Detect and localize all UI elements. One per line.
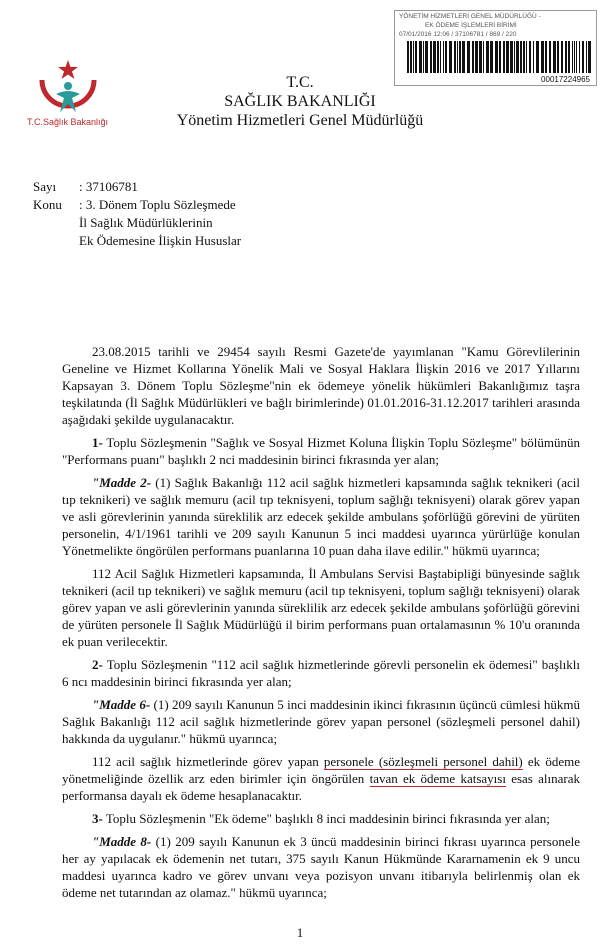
header-directorate: Yönetim Hizmetleri Genel Müdürlüğü (176, 112, 424, 129)
letterhead (0, 73, 600, 130)
item-number: 1- (92, 435, 103, 450)
stamp-number: 00017224965 (541, 75, 590, 84)
paragraph-112 (62, 753, 580, 804)
page-number: 1 (296, 925, 304, 940)
item-number: 3- (92, 811, 103, 826)
madde-label: "Madde 2- (92, 475, 152, 490)
konu-label: Konu (33, 197, 62, 212)
letter-body (62, 343, 580, 907)
paragraph-1 (62, 434, 580, 468)
stamp-line-2: EK ÖDEME İŞLEMLERİ BİRİMİ (425, 22, 517, 29)
stamp-line-3: 07/01/2016 12:06 / 37106781 / 869 / 220 (399, 31, 517, 38)
konu-line-1: : 3. Dönem Toplu Sözleşmede (79, 197, 236, 212)
paragraph-text: (1) 209 sayılı Kanunun 5 inci maddesinin ikinci fıkrasının üçüncü cümlesi hükmü Sağlık Bakanlığı 112 acil sağlık hizmetlerinde görev yapan personel (sözleşmeli personel dahil) hakkında da uygulanır." hükmü uyarınca; (62, 697, 580, 746)
paragraph-text: 112 acil sağlık hizmetlerinde görev yapan (92, 754, 324, 769)
underlined-text: personele (sözleşmeli personel dahil) (323, 754, 523, 769)
paragraph-madde-2 (62, 474, 580, 559)
stamp-line-1: YÖNETİM HİZMETLERİ GENEL MÜDÜRLÜĞÜ - (399, 13, 541, 20)
konu-line-3: Ek Ödemesine İlişkin Hususlar (79, 233, 242, 248)
logo-caption: T.C.Sağlık Bakanlığı (27, 117, 109, 127)
paragraph-intro: 23.08.2015 tarihli ve 29454 sayılı Resmi Gazete'de yayımlanan "Kamu Görevlilerinin Geneline ve Hizmet Kollarına Yönelik Mali ve Sosyal Haklara İlişkin 2016 ve 2017 Yıllarını Kapsayan 3. Dönem Toplu Sözleşme"nin ek ödemeye yönelik hükümleri Bakanlığımız taşra teşkilatında (İl Sağlık Müdürlükleri ve bağlı birimlerinde) 01.01.2016-31.12.2017 tarihleri arasında aşağıdaki şekilde uygulanacaktır. (62, 344, 580, 427)
paragraph-text: (1) 209 sayılı Kanunun ek 3 üncü maddesinin birinci fıkrası uyarınca personele her ay yapılacak ek ödemenin net tutarı, 375 sayılı Kanun Hükmünde Kararnamenin ek 9 uncu maddesi uyarınca kadro ve görev unvanı veya pozisyon unvanı itibarıyla belirlenmiş olan ek ödeme net tutarından az olamaz." hükmü uyarınca; (62, 834, 580, 900)
paragraph-3 (62, 810, 580, 827)
item-number: 2- (92, 657, 103, 672)
madde-label: "Madde 6- (92, 697, 151, 712)
header-ministry: SAĞLIK BAKANLIĞI (224, 93, 376, 110)
paragraph-2 (62, 656, 580, 690)
paragraph-text: (1) Sağlık Bakanlığı 112 acil sağlık hizmetleri kapsamında sağlık teknikeri (acil tıp teknikeri) ve sağlık memuru (acil tıp teknisyeni, toplum sağlığı teknisyeni) olarak görev yapan ve asli görevlerinin yanında süreklilik arz edecek şekilde ambulans şoförlüğü görevini de yürüten personelin, 4/1/1961 tarihli ve 209 sayılı Kanunun 5 inci maddesi uyarınca yürürlüğe konulan Yönetmelikte öngörülen performans puanlarına 10 puan daha ilave edilir." hükmü uyarınca; (62, 475, 580, 558)
konu-line-2: İl Sağlık Müdürlüklerinin (79, 215, 213, 230)
document-meta (33, 178, 241, 250)
paragraph-ambulance: 112 Acil Sağlık Hizmetleri kapsamında, İl Ambulans Servisi Baştabipliği bünyesinde sağlık teknikeri (acil tıp teknikeri) ve sağlık memuru (acil tıp teknisyeni, toplum sağlığı teknisyeni) olarak görev yapan ve asli görevlerinin yanında süreklilik arz edecek şekilde ambulans şoförlüğü görevini de yürüten personele İl Sağlık Müdürlüğü il birim performans puan ortalamasının % 10'u oranında ek puan verilecektir. (62, 566, 580, 649)
sayi-label: Sayı (33, 179, 57, 194)
paragraph-text: ek ödeme yönetmeliğinde özellik arz eden birimler için öngörülen (62, 754, 580, 786)
underlined-text: tavan ek ödeme katsayısı (369, 771, 506, 786)
paragraph-madde-8 (62, 833, 580, 901)
sayi-value: : 37106781 (79, 179, 138, 194)
paragraph-madde-6 (62, 696, 580, 747)
paragraph-text: esas alınarak performansa dayalı ek ödeme hesaplanacaktır. (62, 771, 580, 803)
paragraph-text: Toplu Sözleşmenin "Sağlık ve Sosyal Hizmet Koluna İlişkin Toplu Sözleşme" bölümünün "Performans puanı" başlıklı 2 nci maddesinin birinci fıkrasında yer alan; (62, 435, 581, 467)
paragraph-text: Toplu Sözleşmenin "112 acil sağlık hizmetlerinde görevli personelin ek ödemesi" başlıklı 6 ncı maddesinin birinci fıkrasında yer alan; (62, 657, 581, 689)
header-tc: T.C. (286, 74, 314, 91)
paragraph-text: Toplu Sözleşmenin "Ek ödeme" başlıklı 8 inci maddesinin birinci fıkrasında yer alan; (105, 811, 550, 826)
madde-label: "Madde 8- (92, 834, 152, 849)
barcode-icon (407, 41, 591, 73)
